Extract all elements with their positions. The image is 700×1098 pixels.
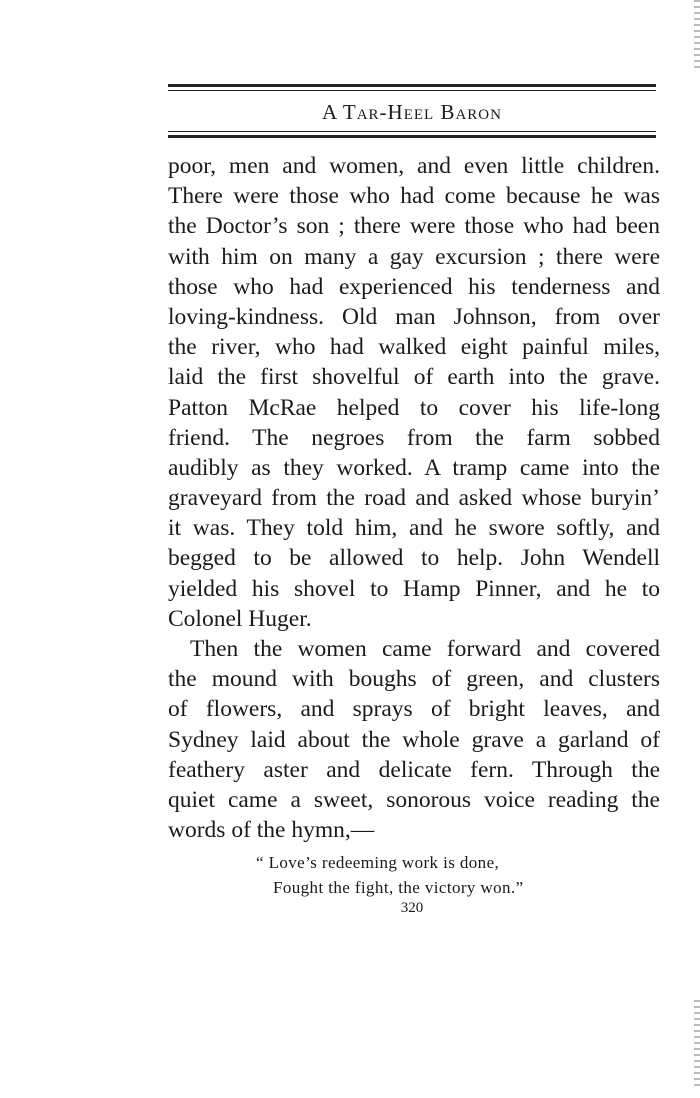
header-rule: [168, 131, 656, 132]
running-head: A Tar-Heel Baron: [322, 100, 502, 124]
verse-line: Fought the fight, the victory won.”: [273, 878, 524, 897]
text-line: the Doctor’s son ; there were those who had been: [168, 213, 660, 240]
text-line: the mound with boughs of green, and clusters: [168, 666, 660, 693]
page-edge-shadow: [694, 0, 700, 70]
text-line: Patton McRae helped to cover his life-long: [168, 394, 660, 421]
body-text: [168, 151, 660, 845]
text-line: Then the women came forward and covered: [190, 636, 660, 662]
text-line: Sydney laid about the whole grave a garland of: [168, 726, 660, 753]
text-line: friend. The negroes from the farm sobbed: [168, 424, 660, 451]
text-line: of flowers, and sprays of bright leaves, and: [168, 696, 660, 723]
page-edge-shadow: [694, 1000, 700, 1090]
text-line: those who had experienced his tenderness and: [168, 273, 660, 300]
text-line: words of the hymn,—: [168, 817, 375, 844]
header-rule: [168, 90, 656, 91]
text-line: There were those who had come because he was: [168, 183, 660, 210]
text-line: the river, who had walked eight painful miles,: [168, 334, 660, 361]
text-line: Colonel Huger.: [168, 605, 312, 632]
text-line: it was. They told him, and he swore softly, and: [168, 515, 660, 542]
text-line: poor, men and women, and even little children.: [168, 153, 660, 179]
page-number: 320: [400, 900, 424, 916]
text-line: graveyard from the road and asked whose buryin’: [168, 485, 660, 512]
hymn-verse: [256, 850, 524, 900]
text-line: laid the first shovelful of earth into the grave.: [168, 364, 660, 391]
text-line: loving-kindness. Old man Johnson, from over: [168, 303, 660, 330]
verse-line: “ Love’s redeeming work is done,: [256, 853, 500, 872]
text-line: audibly as they worked. A tramp came into the: [168, 454, 660, 481]
text-line: yielded his shovel to Hamp Pinner, and he to: [168, 575, 660, 602]
header-rule: [168, 84, 656, 87]
text-line: with him on many a gay excursion ; there were: [168, 243, 660, 270]
header-rule: [168, 135, 656, 138]
text-line: quiet came a sweet, sonorous voice reading the: [168, 786, 660, 813]
text-line: begged to be allowed to help. John Wendell: [168, 545, 660, 572]
text-line: feathery aster and delicate fern. Through the: [168, 756, 660, 783]
